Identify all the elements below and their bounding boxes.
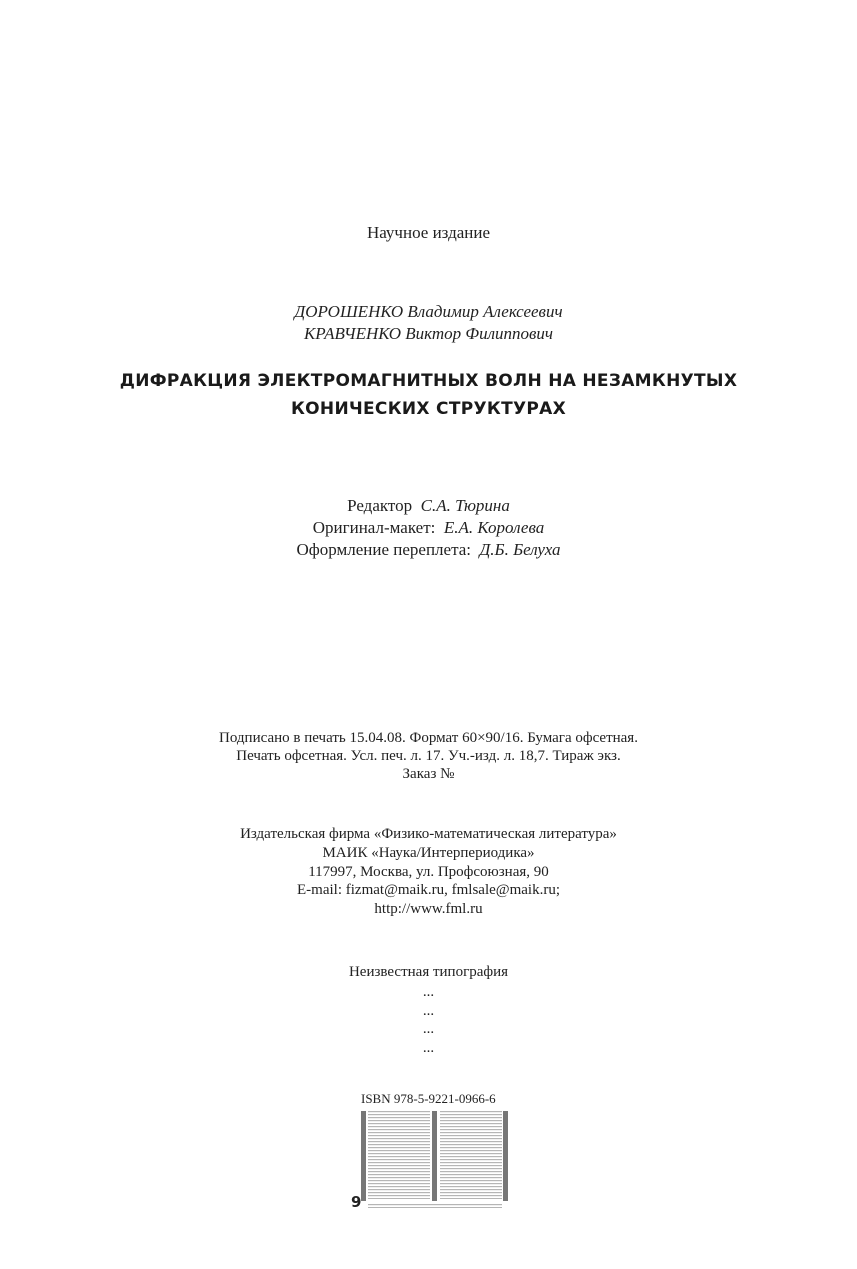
credit-layout-person: Е.А. Королева	[443, 518, 545, 537]
book-title-line-1: ДИФРАКЦИЯ ЭЛЕКТРОМАГНИТНЫХ ВОЛН НА НЕЗАМКНУТЫХ	[119, 371, 738, 391]
author-2-name: Виктор Филиппович	[405, 324, 554, 343]
book-title-line-2: КОНИЧЕСКИХ СТРУКТУРАХ	[290, 399, 567, 419]
author-1	[0, 302, 857, 322]
printer-line-3: ...	[422, 1021, 435, 1037]
publisher-website: http://www.fml.ru	[374, 901, 483, 917]
author-1-name: Владимир Алексеевич	[407, 302, 563, 321]
edition-type: Научное издание	[366, 223, 491, 242]
publisher-line-1: Издательская фирма «Физико-математическая литература»	[240, 826, 617, 842]
imprint-line-3: Заказ №	[402, 766, 455, 782]
imprint-line-1: Подписано в печать 15.04.08. Формат 60×90/16. Бумага офсетная.	[219, 730, 638, 746]
printer-line-2: ...	[422, 1003, 435, 1019]
credit-cover-person: Д.Б. Белуха	[479, 540, 561, 559]
publisher-line-2: МАИК «Наука/Интерпериодика»	[322, 845, 535, 861]
credit-cover	[0, 540, 857, 560]
printer-name: Неизвестная типография	[348, 964, 509, 980]
publisher-address: 117997, Москва, ул. Профсоюзная, 90	[308, 864, 549, 880]
printer-line-4: ...	[422, 1040, 435, 1056]
credit-editor-role: Редактор	[347, 496, 413, 515]
author-1-surname: ДОРОШЕНКО	[294, 302, 404, 321]
credit-editor-person: С.А. Тюрина	[420, 496, 510, 515]
isbn: ISBN 978-5-9221-0966-6	[361, 1091, 496, 1106]
credit-layout	[0, 518, 857, 538]
barcode-icon	[361, 1111, 511, 1211]
page-number: 9	[351, 1193, 362, 1211]
author-2-surname: КРАВЧЕНКО	[303, 324, 402, 343]
author-2	[0, 324, 857, 344]
credit-editor	[0, 496, 857, 516]
printer-line-1: ...	[422, 984, 435, 1000]
credit-cover-role: Оформление переплета:	[296, 540, 471, 559]
imprint-line-2: Печать офсетная. Усл. печ. л. 17. Уч.-изд. л. 18,7. Тираж экз.	[236, 748, 621, 764]
publisher-email: E-mail: fizmat@maik.ru, fmlsale@maik.ru;	[297, 882, 560, 898]
credit-layout-role: Оригинал-макет:	[312, 518, 436, 537]
